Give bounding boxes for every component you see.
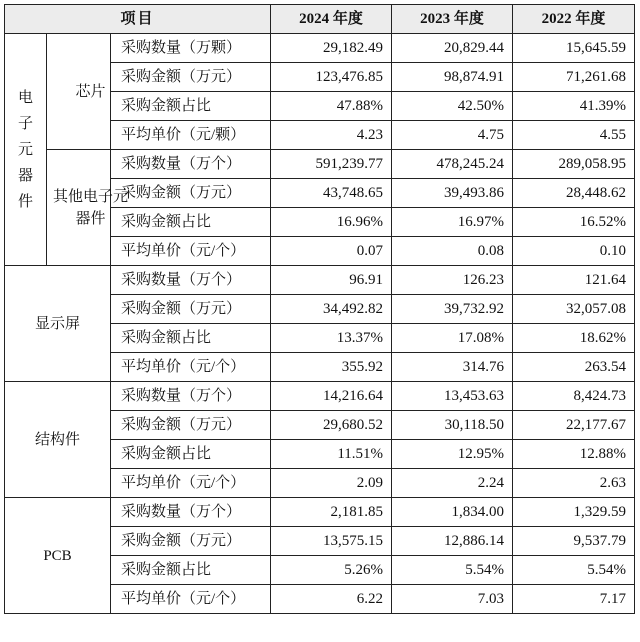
category-display: 显示屏 bbox=[5, 266, 111, 382]
value-2022: 263.54 bbox=[513, 353, 635, 382]
value-2023: 12.95% bbox=[392, 440, 513, 469]
value-2022: 15,645.59 bbox=[513, 34, 635, 63]
value-2022: 16.52% bbox=[513, 208, 635, 237]
value-2022: 8,424.73 bbox=[513, 382, 635, 411]
subcategory-chips: 芯片 bbox=[47, 34, 111, 150]
metric-label: 平均单价（元/个） bbox=[111, 585, 271, 614]
value-2022: 7.17 bbox=[513, 585, 635, 614]
procurement-table bbox=[4, 4, 635, 614]
metric-label: 平均单价（元/颗） bbox=[111, 121, 271, 150]
value-2023: 39,493.86 bbox=[392, 179, 513, 208]
table-row bbox=[5, 382, 635, 411]
table-row bbox=[5, 150, 635, 179]
metric-label: 采购金额（万元） bbox=[111, 179, 271, 208]
metric-label: 采购数量（万个） bbox=[111, 498, 271, 527]
metric-label: 采购金额占比 bbox=[111, 556, 271, 585]
value-2024: 43,748.65 bbox=[271, 179, 392, 208]
value-2023: 98,874.91 bbox=[392, 63, 513, 92]
value-2024: 123,476.85 bbox=[271, 63, 392, 92]
value-2022: 4.55 bbox=[513, 121, 635, 150]
value-2023: 13,453.63 bbox=[392, 382, 513, 411]
value-2023: 30,118.50 bbox=[392, 411, 513, 440]
value-2022: 71,261.68 bbox=[513, 63, 635, 92]
value-2024: 591,239.77 bbox=[271, 150, 392, 179]
value-2022: 28,448.62 bbox=[513, 179, 635, 208]
value-2024: 14,216.64 bbox=[271, 382, 392, 411]
value-2024: 2.09 bbox=[271, 469, 392, 498]
metric-label: 采购数量（万个） bbox=[111, 150, 271, 179]
metric-label: 采购金额占比 bbox=[111, 92, 271, 121]
category-structural-parts: 结构件 bbox=[5, 382, 111, 498]
value-2024: 34,492.82 bbox=[271, 295, 392, 324]
metric-label: 采购金额占比 bbox=[111, 208, 271, 237]
value-2023: 17.08% bbox=[392, 324, 513, 353]
metric-label: 采购金额（万元） bbox=[111, 295, 271, 324]
value-2023: 5.54% bbox=[392, 556, 513, 585]
metric-label: 平均单价（元/个） bbox=[111, 469, 271, 498]
metric-label: 采购金额（万元） bbox=[111, 63, 271, 92]
subcategory-other-electronic-components: 其他电子元器件 bbox=[47, 150, 111, 266]
value-2023: 20,829.44 bbox=[392, 34, 513, 63]
value-2022: 41.39% bbox=[513, 92, 635, 121]
value-2022: 12.88% bbox=[513, 440, 635, 469]
header-2023: 2023 年度 bbox=[392, 5, 513, 34]
value-2023: 478,245.24 bbox=[392, 150, 513, 179]
header-item: 项目 bbox=[5, 5, 271, 34]
category-electronic-components: 电子元器件 bbox=[5, 34, 47, 266]
value-2023: 1,834.00 bbox=[392, 498, 513, 527]
value-2023: 2.24 bbox=[392, 469, 513, 498]
value-2023: 7.03 bbox=[392, 585, 513, 614]
metric-label: 采购金额（万元） bbox=[111, 411, 271, 440]
value-2024: 355.92 bbox=[271, 353, 392, 382]
value-2024: 11.51% bbox=[271, 440, 392, 469]
value-2024: 13,575.15 bbox=[271, 527, 392, 556]
category-pcb: PCB bbox=[5, 498, 111, 614]
value-2022: 0.10 bbox=[513, 237, 635, 266]
value-2023: 16.97% bbox=[392, 208, 513, 237]
value-2024: 5.26% bbox=[271, 556, 392, 585]
value-2022: 121.64 bbox=[513, 266, 635, 295]
value-2024: 13.37% bbox=[271, 324, 392, 353]
value-2024: 47.88% bbox=[271, 92, 392, 121]
value-2022: 18.62% bbox=[513, 324, 635, 353]
table-row bbox=[5, 498, 635, 527]
header-2024: 2024 年度 bbox=[271, 5, 392, 34]
metric-label: 采购金额占比 bbox=[111, 324, 271, 353]
value-2023: 4.75 bbox=[392, 121, 513, 150]
value-2022: 9,537.79 bbox=[513, 527, 635, 556]
value-2023: 39,732.92 bbox=[392, 295, 513, 324]
value-2022: 32,057.08 bbox=[513, 295, 635, 324]
value-2022: 2.63 bbox=[513, 469, 635, 498]
value-2023: 12,886.14 bbox=[392, 527, 513, 556]
value-2023: 126.23 bbox=[392, 266, 513, 295]
value-2024: 29,680.52 bbox=[271, 411, 392, 440]
value-2023: 314.76 bbox=[392, 353, 513, 382]
value-2024: 96.91 bbox=[271, 266, 392, 295]
table-row bbox=[5, 34, 635, 63]
value-2024: 6.22 bbox=[271, 585, 392, 614]
value-2022: 5.54% bbox=[513, 556, 635, 585]
metric-label: 平均单价（元/个） bbox=[111, 353, 271, 382]
metric-label: 采购金额（万元） bbox=[111, 527, 271, 556]
value-2024: 0.07 bbox=[271, 237, 392, 266]
table-row bbox=[5, 266, 635, 295]
metric-label: 平均单价（元/个） bbox=[111, 237, 271, 266]
header-2022: 2022 年度 bbox=[513, 5, 635, 34]
value-2022: 22,177.67 bbox=[513, 411, 635, 440]
value-2022: 1,329.59 bbox=[513, 498, 635, 527]
value-2023: 0.08 bbox=[392, 237, 513, 266]
metric-label: 采购数量（万个） bbox=[111, 266, 271, 295]
value-2022: 289,058.95 bbox=[513, 150, 635, 179]
value-2023: 42.50% bbox=[392, 92, 513, 121]
header-row bbox=[5, 5, 635, 34]
metric-label: 采购数量（万颗） bbox=[111, 34, 271, 63]
metric-label: 采购金额占比 bbox=[111, 440, 271, 469]
value-2024: 2,181.85 bbox=[271, 498, 392, 527]
value-2024: 16.96% bbox=[271, 208, 392, 237]
value-2024: 4.23 bbox=[271, 121, 392, 150]
value-2024: 29,182.49 bbox=[271, 34, 392, 63]
metric-label: 采购数量（万个） bbox=[111, 382, 271, 411]
